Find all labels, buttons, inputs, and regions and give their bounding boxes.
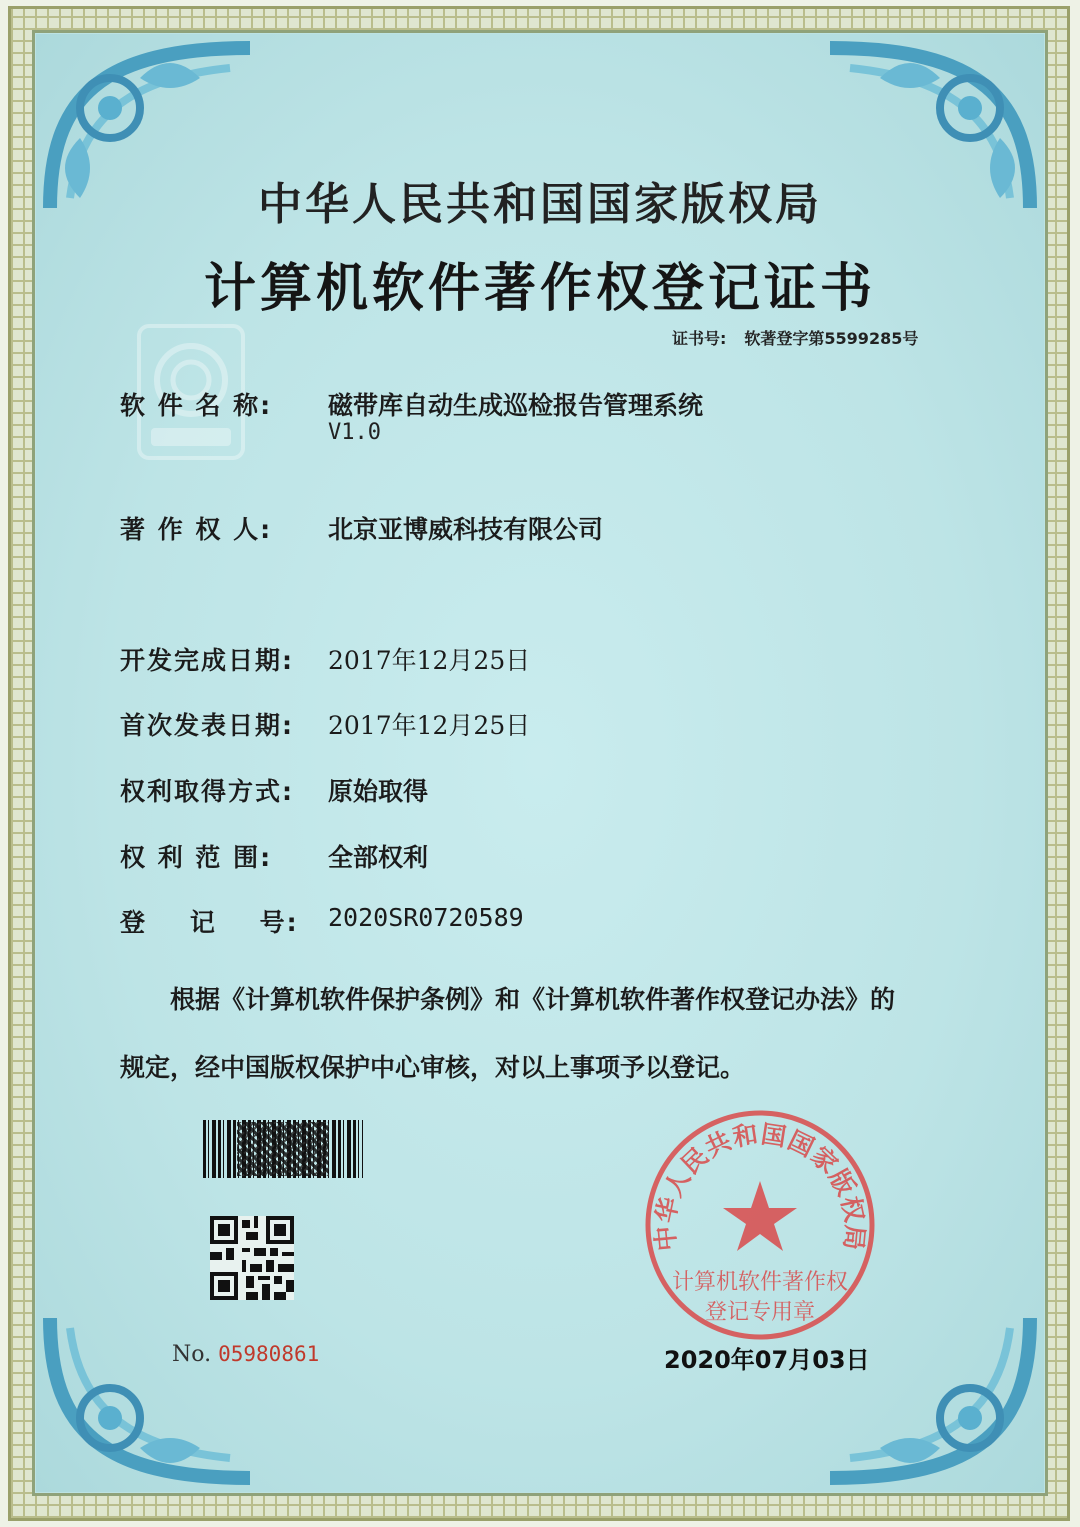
field-rights-scope	[120, 838, 429, 874]
cert-no-value: 软著登字第5599285号	[744, 329, 919, 348]
corner-ornament-bottom-left	[40, 1308, 260, 1488]
qr-code	[210, 1216, 294, 1300]
field-first-publication-date	[120, 706, 531, 742]
field-value: 原始取得	[328, 777, 429, 806]
statement-line-1: 根据《计算机软件保护条例》和《计算机软件著作权登记办法》的	[170, 985, 896, 1014]
field-value: 2020SR0720589	[328, 903, 524, 932]
cert-no-label: 证书号:	[672, 329, 727, 348]
certificate-title: 计算机软件著作权登记证书	[203, 258, 876, 319]
serial-prefix: No.	[172, 1342, 212, 1367]
field-value: 磁带库自动生成巡检报告管理系统	[328, 391, 704, 420]
seal-line-2: 登记专用章	[704, 1300, 816, 1325]
field-registration-number	[120, 903, 524, 939]
seal-line-1: 计算机软件著作权	[671, 1270, 849, 1295]
field-label: 权利取得方式:	[120, 777, 294, 806]
field-value: 2017年12月25日	[328, 646, 531, 675]
field-acquisition-method	[120, 772, 429, 808]
serial-value: 05980861	[218, 1342, 320, 1366]
field-label: 登 记 号:	[120, 908, 299, 937]
field-software-name	[120, 386, 704, 422]
serial-number	[172, 1342, 319, 1367]
field-label: 开发完成日期:	[120, 646, 294, 675]
official-seal	[640, 1105, 880, 1345]
field-value: 北京亚博威科技有限公司	[328, 515, 604, 544]
field-copyright-owner	[120, 510, 604, 546]
seal-ring-text: 中华人民共和国国家版权局	[650, 1119, 870, 1253]
issue-date: 2020年07月03日	[664, 1346, 870, 1374]
statement-line-2: 规定，经中国版权保护中心审核，对以上事项予以登记。	[120, 1053, 746, 1082]
field-development-date	[120, 641, 531, 677]
barcode	[203, 1120, 363, 1178]
certificate-number	[672, 326, 936, 349]
field-label: 著 作 权 人:	[120, 515, 273, 544]
field-label: 权 利 范 围:	[120, 843, 273, 872]
field-value: 全部权利	[328, 843, 429, 872]
field-label: 软 件 名 称:	[120, 391, 273, 420]
field-label: 首次发表日期:	[120, 711, 294, 740]
field-value: 2017年12月25日	[328, 711, 531, 740]
issuer-title: 中华人民共和国国家版权局	[258, 179, 822, 230]
software-version: V1.0	[328, 420, 381, 445]
